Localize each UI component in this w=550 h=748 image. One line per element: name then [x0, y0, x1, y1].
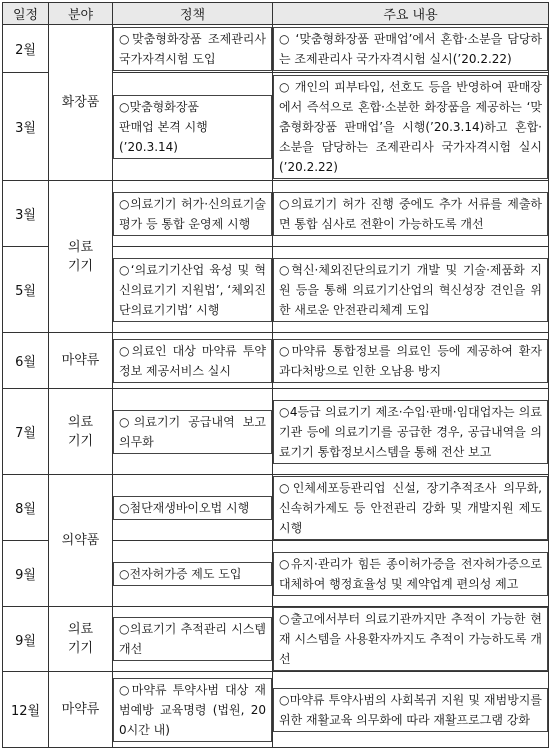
- header-date: 일정: [3, 3, 49, 25]
- row-date: 9월: [3, 541, 49, 607]
- header-row: [3, 3, 549, 25]
- policy-cell: ○의료인 대상 마약류 투약정보 제공서비스 실시: [113, 339, 272, 383]
- row-area: 의료 기기: [49, 181, 113, 333]
- row-date: 3월: [3, 73, 49, 181]
- content-cell: ○마약류 통합정보를 의료인 등에 제공하여 환자 과다처방으로 인한 오남용 방지: [273, 339, 548, 383]
- content-cell: ○출고에서부터 의료기관까지만 추적이 가능한 현재 시스템을 사용환자까지도 추적이 가능하도록 개선: [273, 607, 548, 671]
- table-row: [3, 389, 549, 475]
- policy-cell: ○맞춤형화장품 판매업 본격 시행 (’20.3.14): [113, 95, 272, 159]
- policy-cell: ○전자허가증 제도 도입: [113, 562, 272, 586]
- row-date: 12월: [3, 672, 49, 748]
- row-date: 8월: [3, 475, 49, 541]
- content-cell: ○4등급 의료기기 제조·수입·판매·임대업자는 의료기관 등에 의료기기를 공급한 경우, 공급내역을 의료기기 통합정보시스템을 통해 전산 보고: [273, 400, 548, 464]
- content-cell: ○혁신·체외진단의료기기 개발 및 기술·제품화 지원 등을 통해 의료기기산업의 혁신성장 견인을 위한 새로운 안전관리체계 도입: [273, 258, 548, 322]
- policy-schedule-table: [2, 2, 549, 748]
- table-row: [3, 181, 549, 247]
- table-row: [3, 607, 549, 672]
- policy-cell: ○‘의료기기산업 육성 및 혁신의료기기 지원법’, ‘체외진단의료기기법’ 시행: [113, 258, 272, 322]
- policy-cell: ○첨단재생바이오법 시행: [113, 496, 272, 520]
- content-cell: ○마약류 투약사범의 사회복귀 지원 및 재범방지를 위한 재활교육 의무화에 따라 재활프로그램 강화: [273, 688, 548, 732]
- row-area: 마약류: [49, 333, 113, 389]
- row-area: 의약품: [49, 475, 113, 607]
- policy-cell: ○맞춤형화장품 조제관리사 국가자격시험 도입: [113, 27, 272, 71]
- row-area: 마약류: [49, 672, 113, 748]
- content-cell: ○유지·관리가 힘든 종이허가증을 전자허가증으로 대체하여 행정효율성 및 제약업계 편의성 제고: [273, 552, 548, 596]
- row-area: 화장품: [49, 25, 113, 181]
- policy-cell: ○의료기기 공급내역 보고 의무화: [113, 410, 272, 454]
- row-area: 의료 기기: [49, 389, 113, 475]
- header-area: 분야: [49, 3, 113, 25]
- row-date: 9월: [3, 607, 49, 672]
- content-cell: ○ ‘맞춤형화장품 판매업’에서 혼합·소분을 담당하는 조제관리사 국가자격시험 실시(’20.2.22): [273, 27, 548, 71]
- content-cell: ○인체세포등관리업 신설, 장기추적조사 의무화, 신속허가제도 등 안전관리 강화 및 개발지원 제도 시행: [273, 476, 548, 540]
- row-date: 6월: [3, 333, 49, 389]
- content-cell: ○의료기기 허가 진행 중에도 추가 서류를 제출하면 통합 심사로 전환이 가능하도록 개선: [273, 192, 548, 236]
- table-row: [3, 333, 549, 389]
- policy-cell: ○마약류 투약사범 대상 재범예방 교육명령 (법원, 200시간 내): [113, 678, 272, 742]
- table-row: [3, 25, 549, 73]
- policy-cell: ○의료기기 추적관리 시스템 개선: [113, 617, 272, 661]
- table-row: [3, 475, 549, 541]
- content-cell: ○ 개인의 피부타입, 선호도 등을 반영하여 판매장에서 즉석으로 혼합·소분한 화장품을 제공하는 ‘맞춤형화장품 판매업’을 시행(’20.3.14)하고 혼합·소분을 담당하는 조제관리사 국가자격시험 실시(’20.2.22): [273, 75, 548, 179]
- row-date: 2월: [3, 25, 49, 73]
- header-policy: 정책: [113, 3, 273, 25]
- row-date: 7월: [3, 389, 49, 475]
- policy-cell: ○의료기기 허가·신의료기술평가 등 통합 운영제 시행: [113, 192, 272, 236]
- header-content: 주요 내용: [273, 3, 549, 25]
- row-date: 5월: [3, 247, 49, 333]
- row-date: 3월: [3, 181, 49, 247]
- row-area: 의료 기기: [49, 607, 113, 672]
- table-row: [3, 672, 549, 748]
